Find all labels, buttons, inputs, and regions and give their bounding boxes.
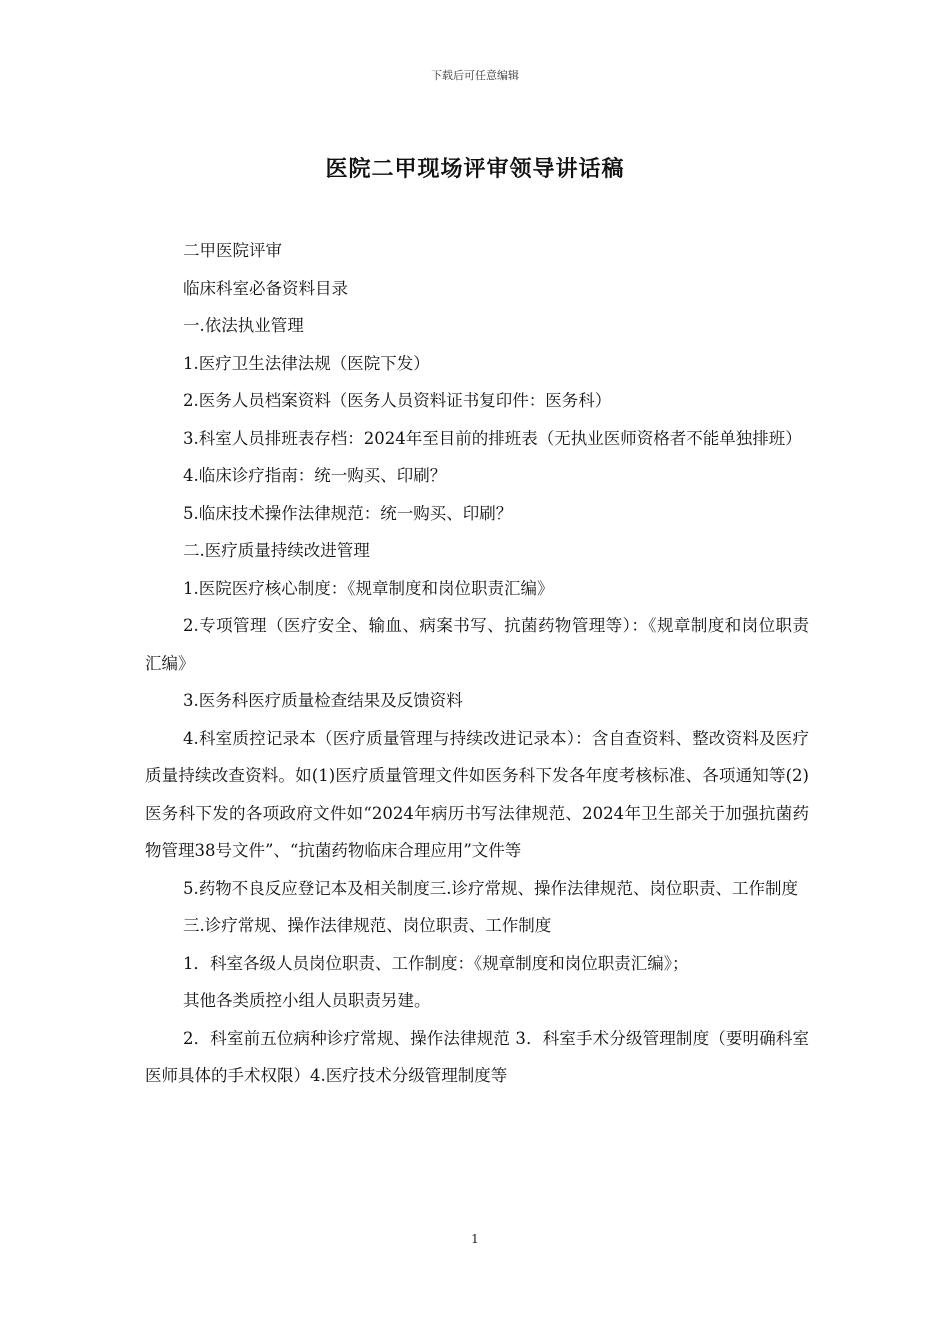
list-item: 2.专项管理（医疗安全、输血、病案书写、抗菌药物管理等）：《规章制度和岗位职责汇编》 [145, 616, 809, 673]
page-header: 下载后可任意编辑 [431, 69, 519, 82]
document-body [145, 232, 809, 1095]
list-item: 5.药物不良反应登记本及相关制度三.诊疗常规、操作法律规范、岗位职责、工作制度 [183, 878, 798, 898]
document-title: 医院二甲现场评审领导讲话稿 [325, 156, 625, 182]
list-item: 1．科室各级人员岗位职责、工作制度：《规章制度和岗位职责汇编》； [183, 953, 689, 973]
list-item: 5.临床技术操作法律规范：统一购买、印刷？ [183, 503, 513, 523]
section-heading: 二.医疗质量持续改进管理 [183, 541, 370, 560]
paragraph: 其他各类质控小组人员职责另建。 [183, 991, 431, 1010]
section-heading: 一.依法执业管理 [183, 316, 304, 335]
list-item: 3.医务科医疗质量检查结果及反馈资料 [183, 691, 463, 710]
section-heading: 三.诊疗常规、操作法律规范、岗位职责、工作制度 [183, 916, 552, 935]
page-number: 1 [471, 1232, 479, 1246]
list-item: 1.医院医疗核心制度：《规章制度和岗位职责汇编》 [183, 578, 554, 598]
list-item: 1.医疗卫生法律法规（医院下发） [183, 353, 430, 373]
list-item: 4.科室质控记录本（医疗质量管理与持续改进记录本）：含自查资料、整改资料及医疗质量持续改查资料。如(1)医疗质量管理文件如医务科下发各年度考核标准、各项通知等(2)医务科下发的各项政府文件如“2024年病历书写法律规范、2024年卫生部关于加强抗菌药物管理38号文件”、“抗菌药物临床合理应用”文件等 [145, 728, 809, 860]
list-item: 2.医务人员档案资料（医务人员资料证书复印件：医务科） [183, 391, 612, 410]
list-item: 4.临床诊疗指南：统一购买、印刷？ [183, 466, 447, 485]
paragraph: 临床科室必备资料目录 [183, 278, 348, 298]
paragraph: 二甲医院评审 [183, 241, 282, 260]
list-item: 3.科室人员排班表存档：2024年至目前的排班表（无执业医师资格者不能单独排班） [183, 428, 802, 448]
list-item: 2．科室前五位病种诊疗常规、操作法律规范 3．科室手术分级管理制度（要明确科室医师具体的手术权限）4.医疗技术分级管理制度等 [145, 1028, 809, 1085]
